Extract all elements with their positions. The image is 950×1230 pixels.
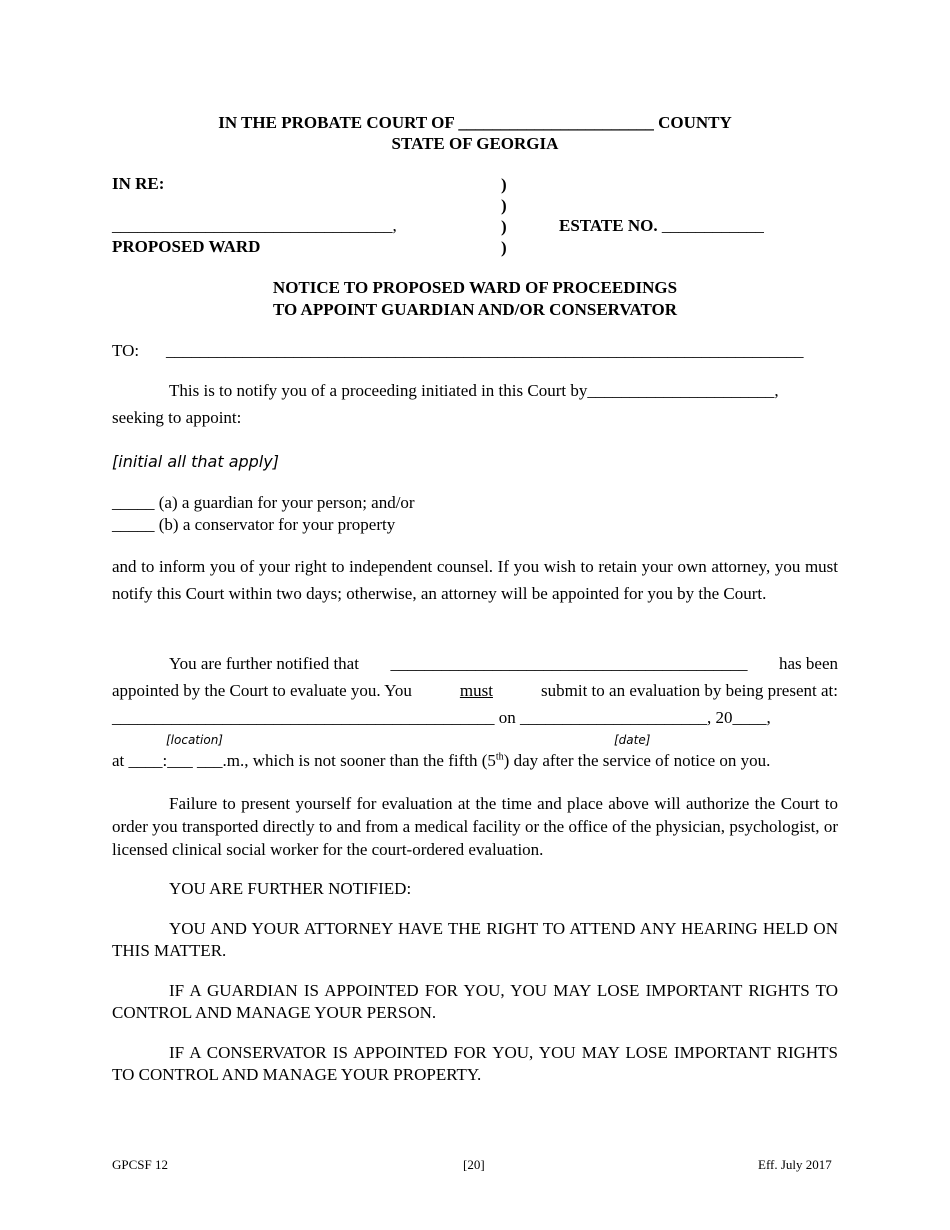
to-label: TO: [112, 341, 140, 360]
initial-instruction: [initial all that apply] [112, 452, 279, 471]
option-text: (b) a conservator for your property [158, 515, 396, 534]
state-header: STATE OF GEORGIA [391, 134, 559, 153]
counsel-paragraph: and to inform you of your right to independent counsel. If you wish to retain your own attorney, you must notify this Court within two days; otherwise, an attorney will be appointed for you by the Court. [112, 557, 838, 603]
notice-title-line1: NOTICE TO PROPOSED WARD OF PROCEEDINGS [272, 278, 678, 297]
intro-line2: seeking to appoint: [112, 408, 242, 427]
ward-name-blank[interactable]: _________________________________, [112, 216, 397, 235]
date-blank[interactable]: ______________________ [520, 708, 707, 727]
minute-blank[interactable]: ___ [167, 751, 193, 770]
further-notified-heading: YOU ARE FURTHER NOTIFIED: [169, 879, 412, 898]
in-re-label: IN RE: [112, 174, 165, 193]
estate-number-blank[interactable]: ____________ [661, 216, 764, 235]
estate-number [559, 216, 764, 236]
evaluation-time-line: at ____:___ ___.m., which is not sooner than the fifth (5th) day after the service of notice on you. [112, 751, 771, 770]
initial-blank[interactable]: _____ [112, 515, 155, 534]
estate-label: ESTATE NO. [559, 216, 658, 235]
petitioner-blank[interactable]: ______________________ [587, 381, 775, 400]
evaluator-blank[interactable]: __________________________________________ [390, 654, 748, 673]
evaluation-line3: _____________________________________________ on ______________________, 20____, [112, 708, 771, 727]
form-id: GPCSF 12 [112, 1157, 168, 1172]
am-pm-blank[interactable]: ___ [197, 751, 223, 770]
option-conservator [112, 515, 395, 535]
notice-title-line2: TO APPOINT GUARDIAN AND/OR CONSERVATOR [272, 300, 677, 319]
evaluation-line2: appointed by the Court to evaluate you. You must submit to an evaluation by being present at: [112, 681, 838, 700]
rights-conservator-warning: IF A CONSERVATOR IS APPOINTED FOR YOU, YOU MAY LOSE IMPORTANT RIGHTS TO CONTROL AND MANAGE YOUR PROPERTY. [112, 1043, 838, 1084]
location-blank[interactable]: _____________________________________________ [112, 708, 495, 727]
caption-paren: ) [501, 217, 507, 236]
must-emphasis: must [459, 681, 493, 700]
caption-paren: ) [501, 238, 507, 257]
intro-line1: This is to notify you of a proceeding initiated in this Court by______________________, [169, 381, 779, 400]
court-label: IN THE PROBATE COURT OF [218, 113, 455, 132]
evaluation-line1: You are further notified that __________________________________________ has been [169, 654, 838, 673]
effective-date: Eff. July 2017 [758, 1157, 832, 1172]
county-label: COUNTY [658, 113, 732, 132]
caption-paren: ) [501, 175, 507, 194]
page-number: [20] [463, 1157, 485, 1172]
rights-guardian-warning: IF A GUARDIAN IS APPOINTED FOR YOU, YOU MAY LOSE IMPORTANT RIGHTS TO CONTROL AND MANAGE YOUR PERSON. [112, 981, 838, 1022]
intro-text: This is to notify you of a proceeding initiated in this Court by [169, 381, 588, 400]
year-blank[interactable]: ____ [732, 708, 767, 727]
initial-blank[interactable]: _____ [112, 493, 155, 512]
location-caption: [location] [166, 733, 223, 747]
failure-paragraph: Failure to present yourself for evaluation at the time and place above will authorize the Court to order you transported directly to and from a medical facility or the office of the physician, psychologist, or licensed clinical social worker for the court-ordered evaluation. [112, 794, 838, 859]
option-guardian [112, 493, 415, 513]
date-caption: [date] [614, 733, 651, 747]
caption-paren: ) [501, 196, 507, 215]
proposed-ward-label: PROPOSED WARD [112, 237, 261, 256]
to-blank[interactable]: ___________________________________________________________________________ [166, 341, 804, 360]
hour-blank[interactable]: ____ [128, 751, 163, 770]
option-text: (a) a guardian for your person; and/or [158, 493, 415, 512]
court-header [0, 113, 950, 133]
county-blank[interactable]: _______________________ [458, 113, 654, 132]
rights-attend-hearing: YOU AND YOUR ATTORNEY HAVE THE RIGHT TO ATTEND ANY HEARING HELD ON THIS MATTER. [112, 919, 838, 960]
